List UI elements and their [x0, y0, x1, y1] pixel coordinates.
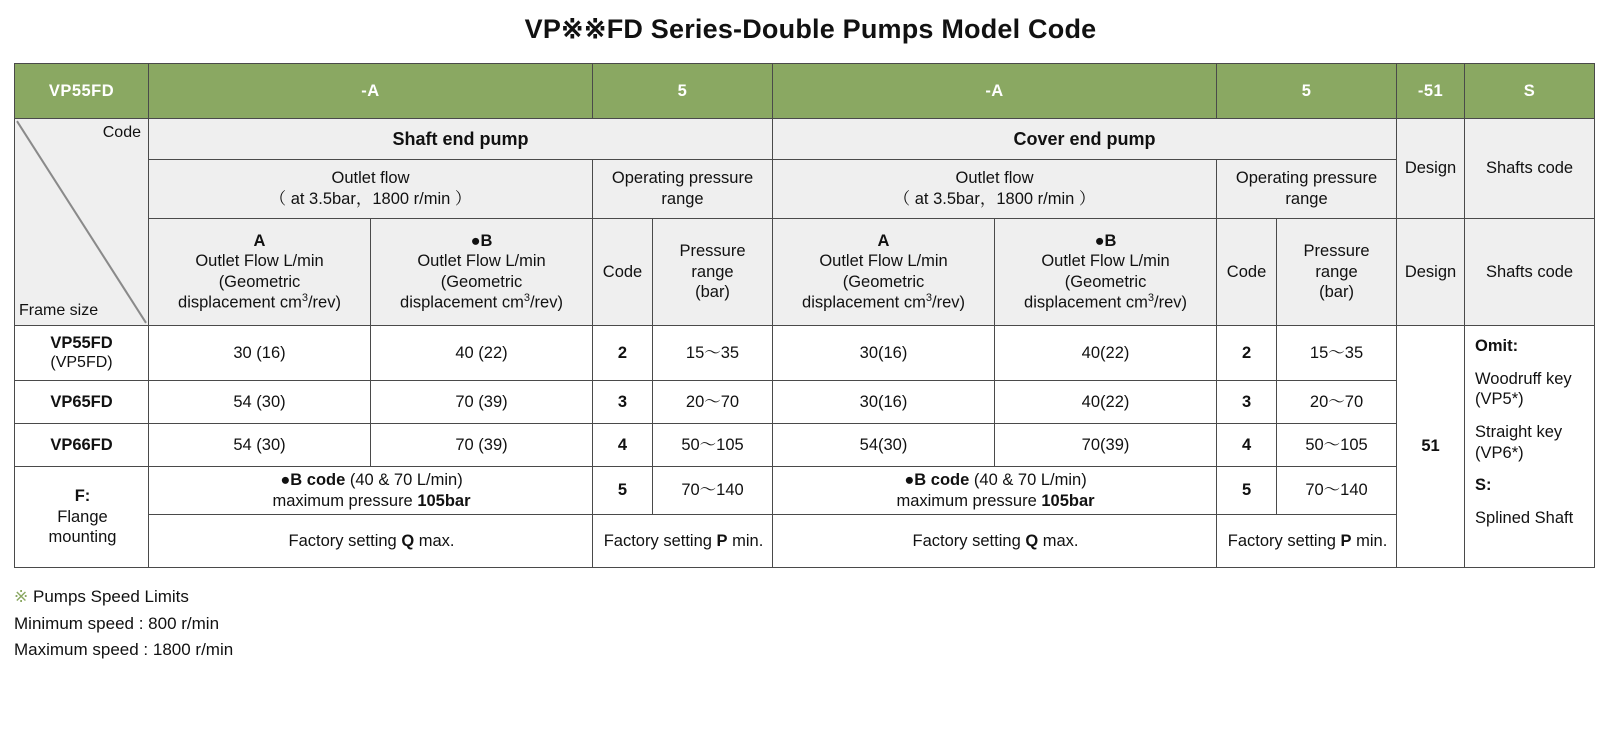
- row1-shaft-code: 3: [593, 381, 653, 424]
- cover-bcode-line2: [781, 491, 1210, 512]
- shaft-operating-pressure-label: Operating pressure range: [611, 169, 754, 208]
- shaft-col-A-line3: [155, 292, 364, 313]
- cover-factory-p-post: min.: [1351, 531, 1388, 550]
- row0-cover-A: 30(16): [773, 326, 995, 381]
- shaft-col-A-header: [149, 219, 371, 326]
- row1-cover-A: 30(16): [773, 381, 995, 424]
- cover-end-pump-header: Cover end pump: [773, 119, 1397, 160]
- shaft-pressure-column-header: [653, 219, 773, 326]
- row0-shaft-pressure: 15～35: [653, 326, 773, 381]
- shaft-factory-p-pre: Factory setting: [603, 531, 717, 550]
- factory-setting-row: [15, 515, 1595, 568]
- shaft-outlet-flow-condition: （ at 3.5bar，1800 r/min ）: [269, 190, 472, 208]
- shaft-bcode-bold: ●B code: [280, 471, 346, 489]
- row1-cover-code: 3: [1217, 381, 1277, 424]
- table-row: [15, 381, 1595, 424]
- cover-outlet-flow-condition: （ at 3.5bar，1800 r/min ）: [893, 190, 1096, 208]
- shaft-pressure-line3: (bar): [695, 283, 730, 302]
- row0-cover-code: 2: [1217, 326, 1277, 381]
- shafts-s-label: S:: [1475, 476, 1492, 495]
- row2-cover-code: 4: [1217, 424, 1277, 467]
- shaft-col-B-line1: Outlet Flow L/min: [417, 252, 546, 271]
- header-cell-design-code: -51: [1397, 64, 1465, 119]
- cover-operating-pressure-header: [1217, 160, 1397, 219]
- header-cell-cover-flow-code: -A: [773, 64, 1217, 119]
- shaft-maxp-bold: 105bar: [417, 491, 471, 510]
- cover-col-A-line1: Outlet Flow L/min: [819, 252, 948, 271]
- row1-cover-B: 40(22): [995, 381, 1217, 424]
- cover-factory-post: max.: [1038, 531, 1079, 550]
- shaft-col-B-line2: (Geometric: [440, 272, 523, 291]
- shafts-code-cell: [1465, 326, 1595, 568]
- row1-shaft-B: 70 (39): [371, 381, 593, 424]
- row0-cover-B: 40(22): [995, 326, 1217, 381]
- design-value-cell: 51: [1397, 326, 1465, 568]
- footer-speed-limits-line: [14, 584, 1621, 610]
- cover-factory-p-pre: Factory setting: [1227, 531, 1341, 550]
- shaft-col-B-rev: /rev): [529, 293, 563, 312]
- shaft-pressure-line2: range: [691, 262, 734, 281]
- footer-speed-limits: Pumps Speed Limits: [32, 587, 189, 607]
- row1-shaft-A: 54 (30): [149, 381, 371, 424]
- cover-factory-bold: Q: [1025, 531, 1039, 550]
- page-title: VP※※FD Series-Double Pumps Model Code: [524, 14, 1097, 44]
- cover-pressure-line3: (bar): [1319, 283, 1354, 302]
- shaft-factory-bold: Q: [401, 531, 415, 550]
- shaft-col-A-title: A: [253, 231, 266, 250]
- cover-pressure-column-header: [1277, 219, 1397, 326]
- row2-shaft-B: 70 (39): [371, 424, 593, 467]
- row2-cover-B: 70(39): [995, 424, 1217, 467]
- row2-shaft-code: 4: [593, 424, 653, 467]
- cover-col-B-line1: Outlet Flow L/min: [1041, 252, 1170, 271]
- row-frame-vp66fd: VP66FD: [15, 424, 149, 467]
- shaft-operating-pressure-header: [593, 160, 773, 219]
- design-header: Design: [1397, 119, 1465, 219]
- cover-col-B-title: ●B: [1094, 231, 1117, 250]
- cover-code-column-header: Code: [1217, 219, 1277, 326]
- shaft-bcode-rest: (40 & 70 L/min): [345, 471, 463, 489]
- shaft-factory-setting: [149, 515, 593, 568]
- cover-bcode-line1: [781, 470, 1210, 491]
- shaft-col-B-header: [371, 219, 593, 326]
- shaft-col-A-sup: 3: [301, 292, 308, 305]
- row0-shaft-code: 2: [593, 326, 653, 381]
- header-cell-model: VP55FD: [15, 64, 149, 119]
- row1-cover-pressure: 20～70: [1277, 381, 1397, 424]
- frame-size-diagonal-cell: [15, 119, 149, 326]
- row-frame-vp65fd: VP65FD: [15, 381, 149, 424]
- cover-bcode-rest: (40 & 70 L/min): [969, 471, 1087, 489]
- cover-bcode-bold: ●B code: [904, 471, 970, 489]
- cover-maxp-bold: 105bar: [1041, 491, 1095, 510]
- shaft-factory-p-post: min.: [727, 531, 764, 550]
- section-row: [15, 119, 1595, 160]
- row-frame-vp55fd-name: VP55FD: [50, 333, 113, 352]
- header-cell-cover-pressure-code: 5: [1217, 64, 1397, 119]
- cover-factory-pre: Factory setting: [912, 531, 1026, 550]
- cover-factory-setting: [773, 515, 1217, 568]
- shaft-col-A-disp: displacement cm: [178, 293, 302, 312]
- cover-col-B-disp: displacement cm: [1024, 293, 1148, 312]
- shaft-col-B-disp: displacement cm: [400, 293, 524, 312]
- row-frame-vp55fd-alt: (VP5FD): [50, 354, 113, 372]
- cover-col-A-rev: /rev): [931, 293, 965, 312]
- cover-col-B-line3: [1001, 292, 1210, 313]
- cover-col-A-line2: (Geometric: [842, 272, 925, 291]
- cover-bcode-note: [773, 467, 1217, 515]
- cover-pressure-line1: Pressure: [1303, 242, 1370, 261]
- table-row: [15, 326, 1595, 381]
- shaft-pressure-line1: Pressure: [679, 242, 746, 261]
- frame-size-label: Frame size: [19, 302, 99, 319]
- footer-min-speed: Minimum speed : 800 r/min: [14, 613, 220, 633]
- shafts-splined: Splined Shaft: [1475, 508, 1574, 527]
- shaft-bcode-line1: [157, 470, 586, 491]
- cover-col-A-title: A: [877, 231, 890, 250]
- shaft-factory-p: [593, 515, 773, 568]
- shaft-factory-pre: Factory setting: [288, 531, 402, 550]
- table-header-row: [15, 64, 1595, 119]
- cover-pressure-5: 70～140: [1277, 467, 1397, 515]
- footer-max-speed: Maximum speed : 1800 r/min: [14, 639, 234, 659]
- cover-operating-pressure-label: Operating pressure range: [1235, 169, 1378, 208]
- diagonal-divider-icon: [15, 119, 148, 325]
- page-root: [0, 14, 1621, 754]
- cover-factory-p: [1217, 515, 1397, 568]
- cover-col-B-line2: (Geometric: [1064, 272, 1147, 291]
- cover-col-B-sup: 3: [1147, 292, 1154, 305]
- footer-notes: [14, 584, 1621, 663]
- cover-col-B-rev: /rev): [1153, 293, 1187, 312]
- cover-col-A-header: [773, 219, 995, 326]
- header-cell-shaft-pressure-code: 5: [593, 64, 773, 119]
- row2-shaft-pressure: 50～105: [653, 424, 773, 467]
- cover-maxp-pre: maximum pressure: [896, 491, 1042, 510]
- cover-code-5: 5: [1217, 467, 1277, 515]
- column-definition-row: [15, 219, 1595, 326]
- row2-cover-pressure: 50～105: [1277, 424, 1397, 467]
- design-subheader: Design: [1397, 219, 1465, 326]
- shaft-factory-p-bold: P: [716, 531, 728, 550]
- row2-cover-A: 54(30): [773, 424, 995, 467]
- table-row: [15, 424, 1595, 467]
- shaft-col-A-line1: Outlet Flow L/min: [195, 252, 324, 271]
- shafts-straight: Straight key (VP6*): [1475, 422, 1563, 462]
- cover-col-B-header: [995, 219, 1217, 326]
- asterisk-mark-icon: ※: [14, 587, 29, 607]
- cover-factory-p-bold: P: [1340, 531, 1352, 550]
- row0-shaft-A: 30 (16): [149, 326, 371, 381]
- shafts-omit-label: Omit:: [1475, 337, 1519, 355]
- code-label: Code: [102, 124, 141, 141]
- shaft-col-B-sup: 3: [523, 292, 530, 305]
- shaft-end-pump-header: Shaft end pump: [149, 119, 773, 160]
- shaft-col-B-line3: [377, 292, 586, 313]
- row-frame-vp55fd: [15, 326, 149, 381]
- shaft-col-B-title: ●B: [470, 231, 493, 250]
- flange-mounting-cell: [15, 467, 149, 568]
- shaft-bcode-note: [149, 467, 593, 515]
- shaft-col-A-rev: /rev): [307, 293, 341, 312]
- shaft-pressure-5: 70～140: [653, 467, 773, 515]
- row0-cover-pressure: 15～35: [1277, 326, 1397, 381]
- cover-col-A-line3: [779, 292, 988, 313]
- row2-shaft-A: 54 (30): [149, 424, 371, 467]
- row0-shaft-B: 40 (22): [371, 326, 593, 381]
- shaft-code-5: 5: [593, 467, 653, 515]
- shaft-bcode-line2: [157, 491, 586, 512]
- cover-pressure-line2: range: [1315, 262, 1358, 281]
- flange-mounting-label: F:: [74, 487, 91, 506]
- shafts-code-header: Shafts code: [1465, 119, 1595, 219]
- model-code-table: [14, 63, 1595, 568]
- bcode-note-row: [15, 467, 1595, 515]
- shaft-factory-post: max.: [414, 531, 455, 550]
- header-cell-shaft-flow-code: -A: [149, 64, 593, 119]
- shaft-maxp-pre: maximum pressure: [272, 491, 418, 510]
- shaft-code-column-header: Code: [593, 219, 653, 326]
- shaft-col-A-line2: (Geometric: [218, 272, 301, 291]
- cover-outlet-flow-label: Outlet flow: [955, 169, 1034, 188]
- cover-col-A-disp: displacement cm: [802, 293, 926, 312]
- cover-col-A-sup: 3: [925, 292, 932, 305]
- subsection-row: [15, 160, 1595, 219]
- row1-shaft-pressure: 20～70: [653, 381, 773, 424]
- flange-mounting-text: Flange mounting: [48, 507, 117, 547]
- header-cell-shaft-code: S: [1465, 64, 1595, 119]
- shaft-outlet-flow-label: Outlet flow: [331, 169, 410, 188]
- shafts-code-subheader: Shafts code: [1465, 219, 1595, 326]
- shaft-outlet-flow-header: [149, 160, 593, 219]
- shafts-woodruff: Woodruff key (VP5*): [1475, 369, 1572, 409]
- cover-outlet-flow-header: [773, 160, 1217, 219]
